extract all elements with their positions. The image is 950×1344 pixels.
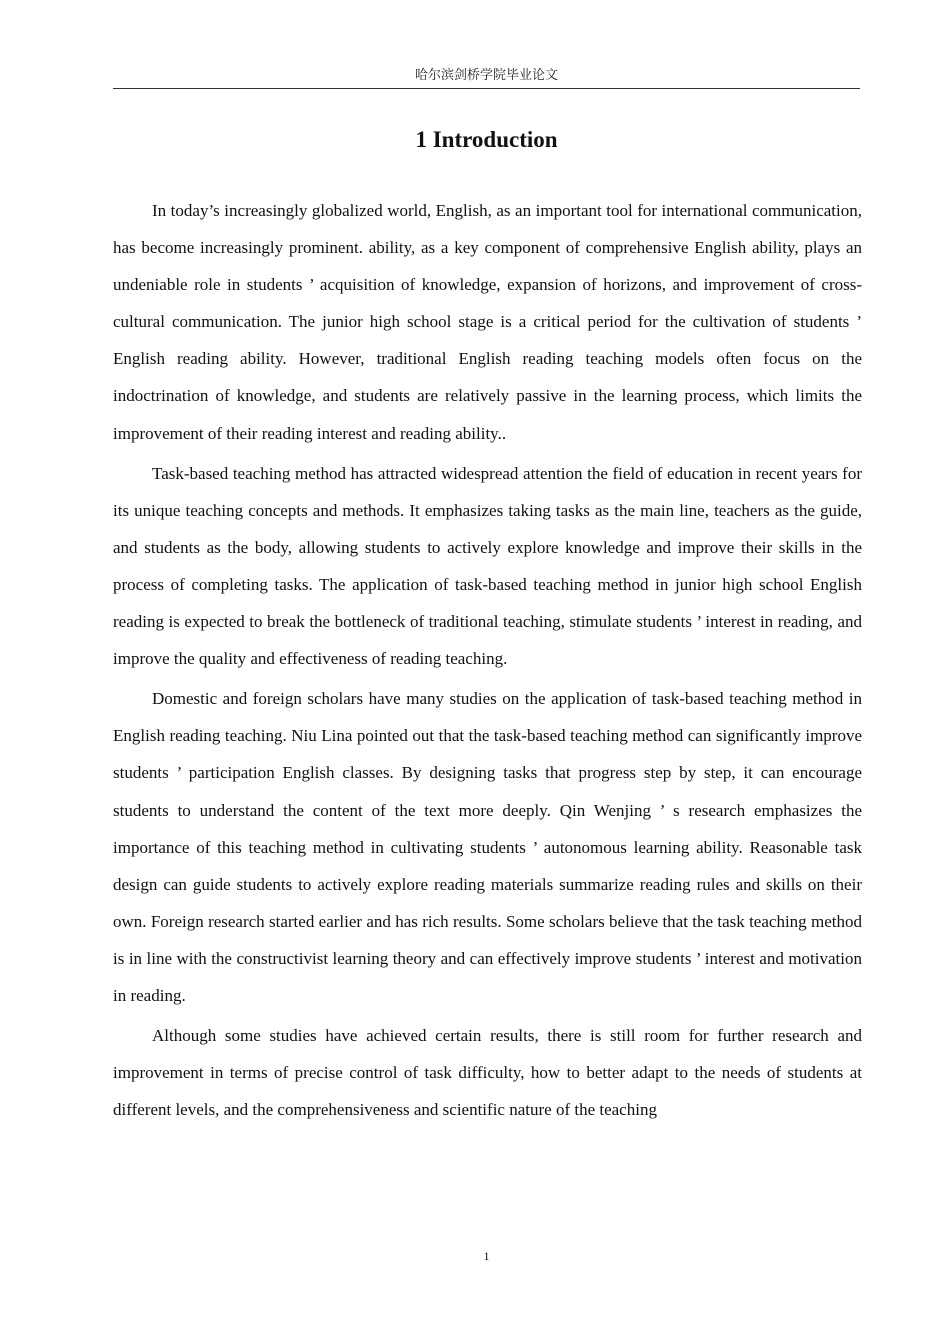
paragraph-task-based-method: Task-based teaching method has attracted widespread attention the field of education in recent years for its unique teaching concepts and methods. It emphasizes taking tasks as the main line, teachers as the guide, and students as the body, allowing students to actively explore knowledge and improve their skills in the process of completing tasks. The application of task-based teaching method in junior high school English reading is expected to break the bottleneck of traditional teaching, stimulate students ’ interest in reading, and improve the quality and effectiveness of reading teaching. — [113, 463, 862, 669]
paragraph-globalization: In today’s increasingly globalized world, English, as an important tool for international communication, has become increasingly prominent. ability, as a key component of comprehensive English ability, plays an undeniable role in students ’ acquisition of knowledge, expansion of horizons, and improvement of cross-cultural communication. The junior high school stage is a critical period for the cultivation of students ’ English reading ability. However, traditional English reading teaching models often focus on the indoctrination of knowledge, and students are relatively passive in the learning process, which limits the improvement of their reading interest and reading ability.. — [113, 201, 862, 443]
page-number: 1 — [483, 1249, 490, 1263]
paragraph-research-gap: Although some studies have achieved certain results, there is still room for further research and improvement in terms of precise control of task difficulty, how to better adapt to the needs of students at different levels, and the comprehensiveness and scientific nature of the teaching — [113, 1026, 862, 1120]
body-text — [113, 192, 862, 1131]
paragraph-literature-review: Domestic and foreign scholars have many studies on the application of task-based teaching method in English reading teaching. Niu Lina pointed out that the task-based teaching method can significantly improve students ’ participation English classes. By designing tasks that progress step by step, it can encourage students to understand the content of the text more deeply. Qin Wenjing ’ s research emphasizes the importance of this teaching method in cultivating students ’ autonomous learning ability. Reasonable task design can guide students to actively explore reading materials summarize reading rules and skills on their own. Foreign research started earlier and has rich results. Some scholars believe that the task teaching method is in line with the constructivist learning theory and can effectively improve students ’ interest and motivation in reading. — [113, 689, 862, 1005]
chapter-title: 1 Introduction — [415, 127, 558, 152]
header-rule — [113, 88, 860, 89]
running-header: 哈尔滨剑桥学院毕业论文 — [414, 67, 558, 82]
